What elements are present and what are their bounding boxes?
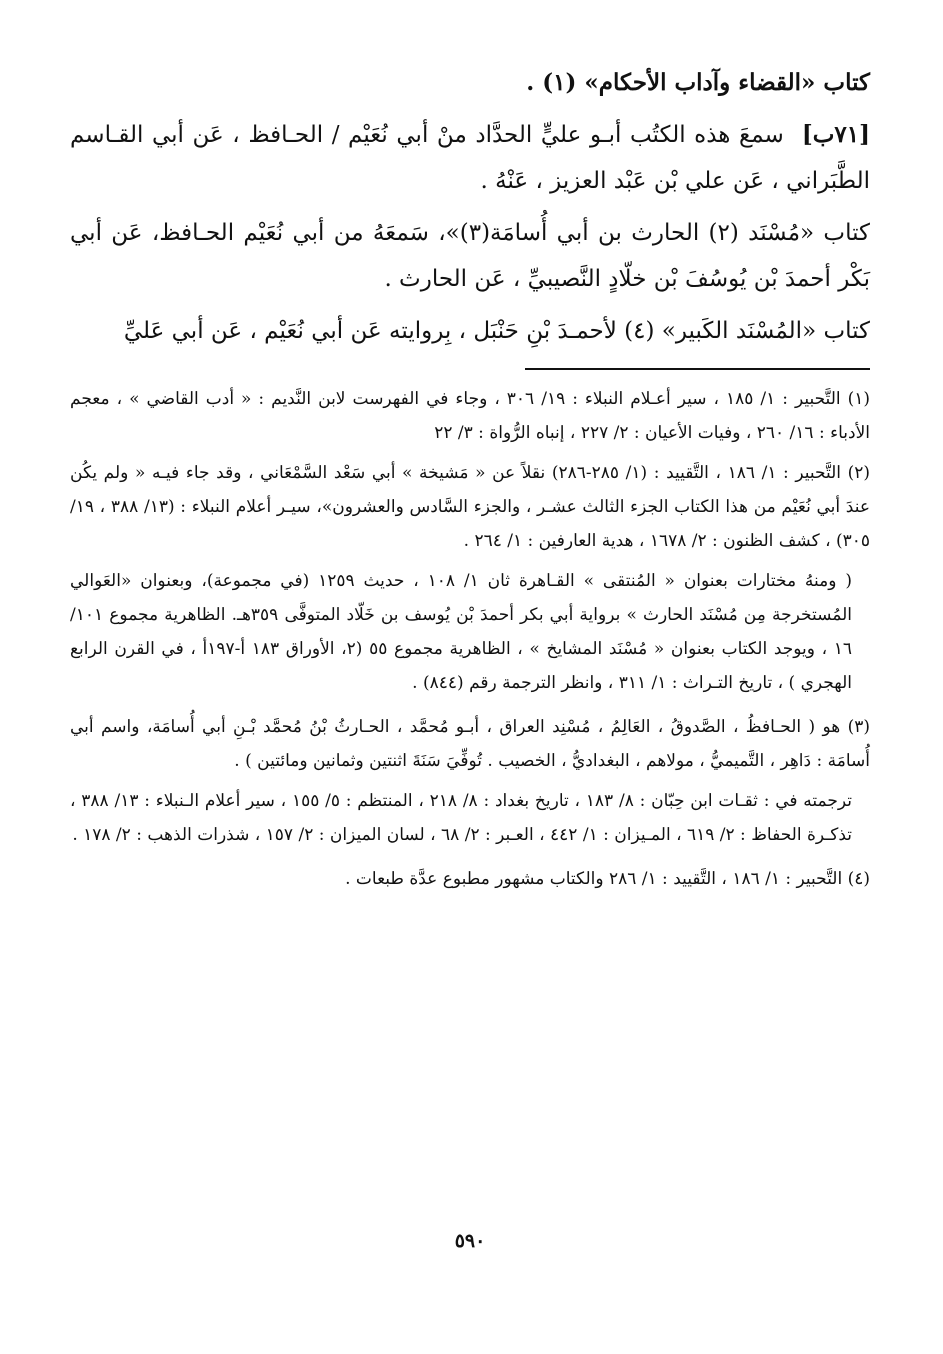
footnote-separator	[525, 368, 870, 370]
footnote-3: (٣) هو ( الحـافظُ ، الصَّدوقُ ، العَالِمُ ، مُسْنِد العراق ، أبـو مُحمَّد ، الحـارثُ بْنُ مُحمَّد بْـنِ أبي أُسامَة، واسم أبي أُسامَة : دَاهِر ، التَّميميُّ ، مولاهم ، البغداديُّ ، الخصيب . تُوفِّيَ سَنَةَ اثنتين وثمانين ومائتين ) .	[70, 717, 870, 771]
paragraph-1	[70, 112, 870, 204]
paragraph-3: كتاب «المُسْنَد الكَبير» (٤) لأحمـدَ بْنِ حَنْبَل ، بِروايته عَن أبي نُعَيْم ، عَن أبي عَليِّ	[123, 318, 870, 344]
footnote-2: (٢) التَّحبير : ١/ ١٨٦ ، التَّقييد : (١/ ٢٨٥-٢٨٦) نقلاً عن « مَشيخة » أبي سَعْد السَّمْعَاني ، وقد جاء فيـه « ولم يكُن عندَ أبي نُعَيْم من هذا الكتاب الجزء الثالث عشـر ، والجزء السَّادس والعشرون»، سيـر أعلام النبلاء : (١٣/ ٣٨٨ ، ١٩/ ٣٠٥) ، كشف الظنون : ٢/ ١٦٧٨ ، هدية العارفين : ١/ ٢٦٤ .	[70, 463, 871, 551]
footnote-4: (٤) التَّحبير : ١/ ١٨٦ ، التَّقييد : ١/ ٢٨٦ والكتاب مشهور مطبوع عدَّة طبعات .	[345, 869, 870, 889]
footnote-2-continuation: ( ومنهُ مختارات بعنوان « المُنتقى » القـاهرة ثان ١/ ١٠٨ ، حديث ١٢٥٩ (في مجموعة)، وبعنوان «العَوالي المُستخرجة مِن مُسْنَد الحارث » برواية أبي بكر أحمدَ بْن يُوسف بن خَلّاد المتوفَّى ٣٥٩هـ. الظاهرية مجموع ١٠١/ ١٦ ، ويوجد الكتاب بعنوان « مُسْنَد المشايخ » ، الظاهرية مجموع ٥٥ (٢، الأوراق ١٨٣ أ-١٩٧أ ، في القرن الرابع الهجري ) ، تاريخ التـراث : ١/ ٣١١ ، وانظر الترجمة رقم (٨٤٤) .	[70, 571, 853, 693]
footnote-1: (١) التَّحبير : ١/ ١٨٥ ، سير أعـلام النبلاء : ١٩/ ٣٠٦ ، وجاء في الفهرست لابن النَّديم : « أدب القاضي » ، معجم الأدباء : ١٦/ ٢٦٠ ، وفيات الأعيان : ٢/ ٢٢٧ ، إنباه الرُّواة : ٣/ ٢٢	[70, 389, 870, 443]
page-number: ٥٩٠	[454, 1230, 486, 1252]
paragraph-2: كتاب «مُسْنَد (٢) الحارث بن أبي أُسامَة(٣)»، سَمعَهُ من أبي نُعَيْم الحـافظ، عَن أبي بَكْر أحمدَ بْن يُوسُفَ بْن خلّادٍ النَّصيبيِّ ، عَن الحارث .	[70, 220, 870, 292]
document-page	[70, 60, 870, 1320]
footnote-3-continuation: ترجمته في : ثقـات ابن حِبّان : ٨/ ١٨٣ ، تاريخ بغداد : ٨/ ٢١٨ ، المنتظم : ٥/ ١٥٥ ، سير أعلام الـنبلاء : ١٣/ ٣٨٨ ، تذكـرة الحفاظ : ٢/ ٦١٩ ، المـيزان : ١/ ٤٤٢ ، العـبر : ٢/ ٦٨ ، لسان الميزان : ٢/ ١٥٧ ، شذرات الذهب : ٢/ ١٧٨ .	[70, 791, 852, 845]
footnotes	[70, 382, 870, 896]
main-text	[70, 60, 870, 354]
folio-marker: [٧١ب]	[801, 121, 870, 148]
title-line: كتاب «القضاء وآداب الأحكام» (١) .	[526, 69, 870, 96]
paragraph-1-text: سمعَ هذه الكتُب أبـو عليٍّ الحدَّاد منْ أبي نُعَيْم / الحـافظ ، عَن أبي القـاسم الطَّبَراني ، عَن علي بْن عَبْد العزيز ، عَنْهُ .	[70, 122, 870, 194]
